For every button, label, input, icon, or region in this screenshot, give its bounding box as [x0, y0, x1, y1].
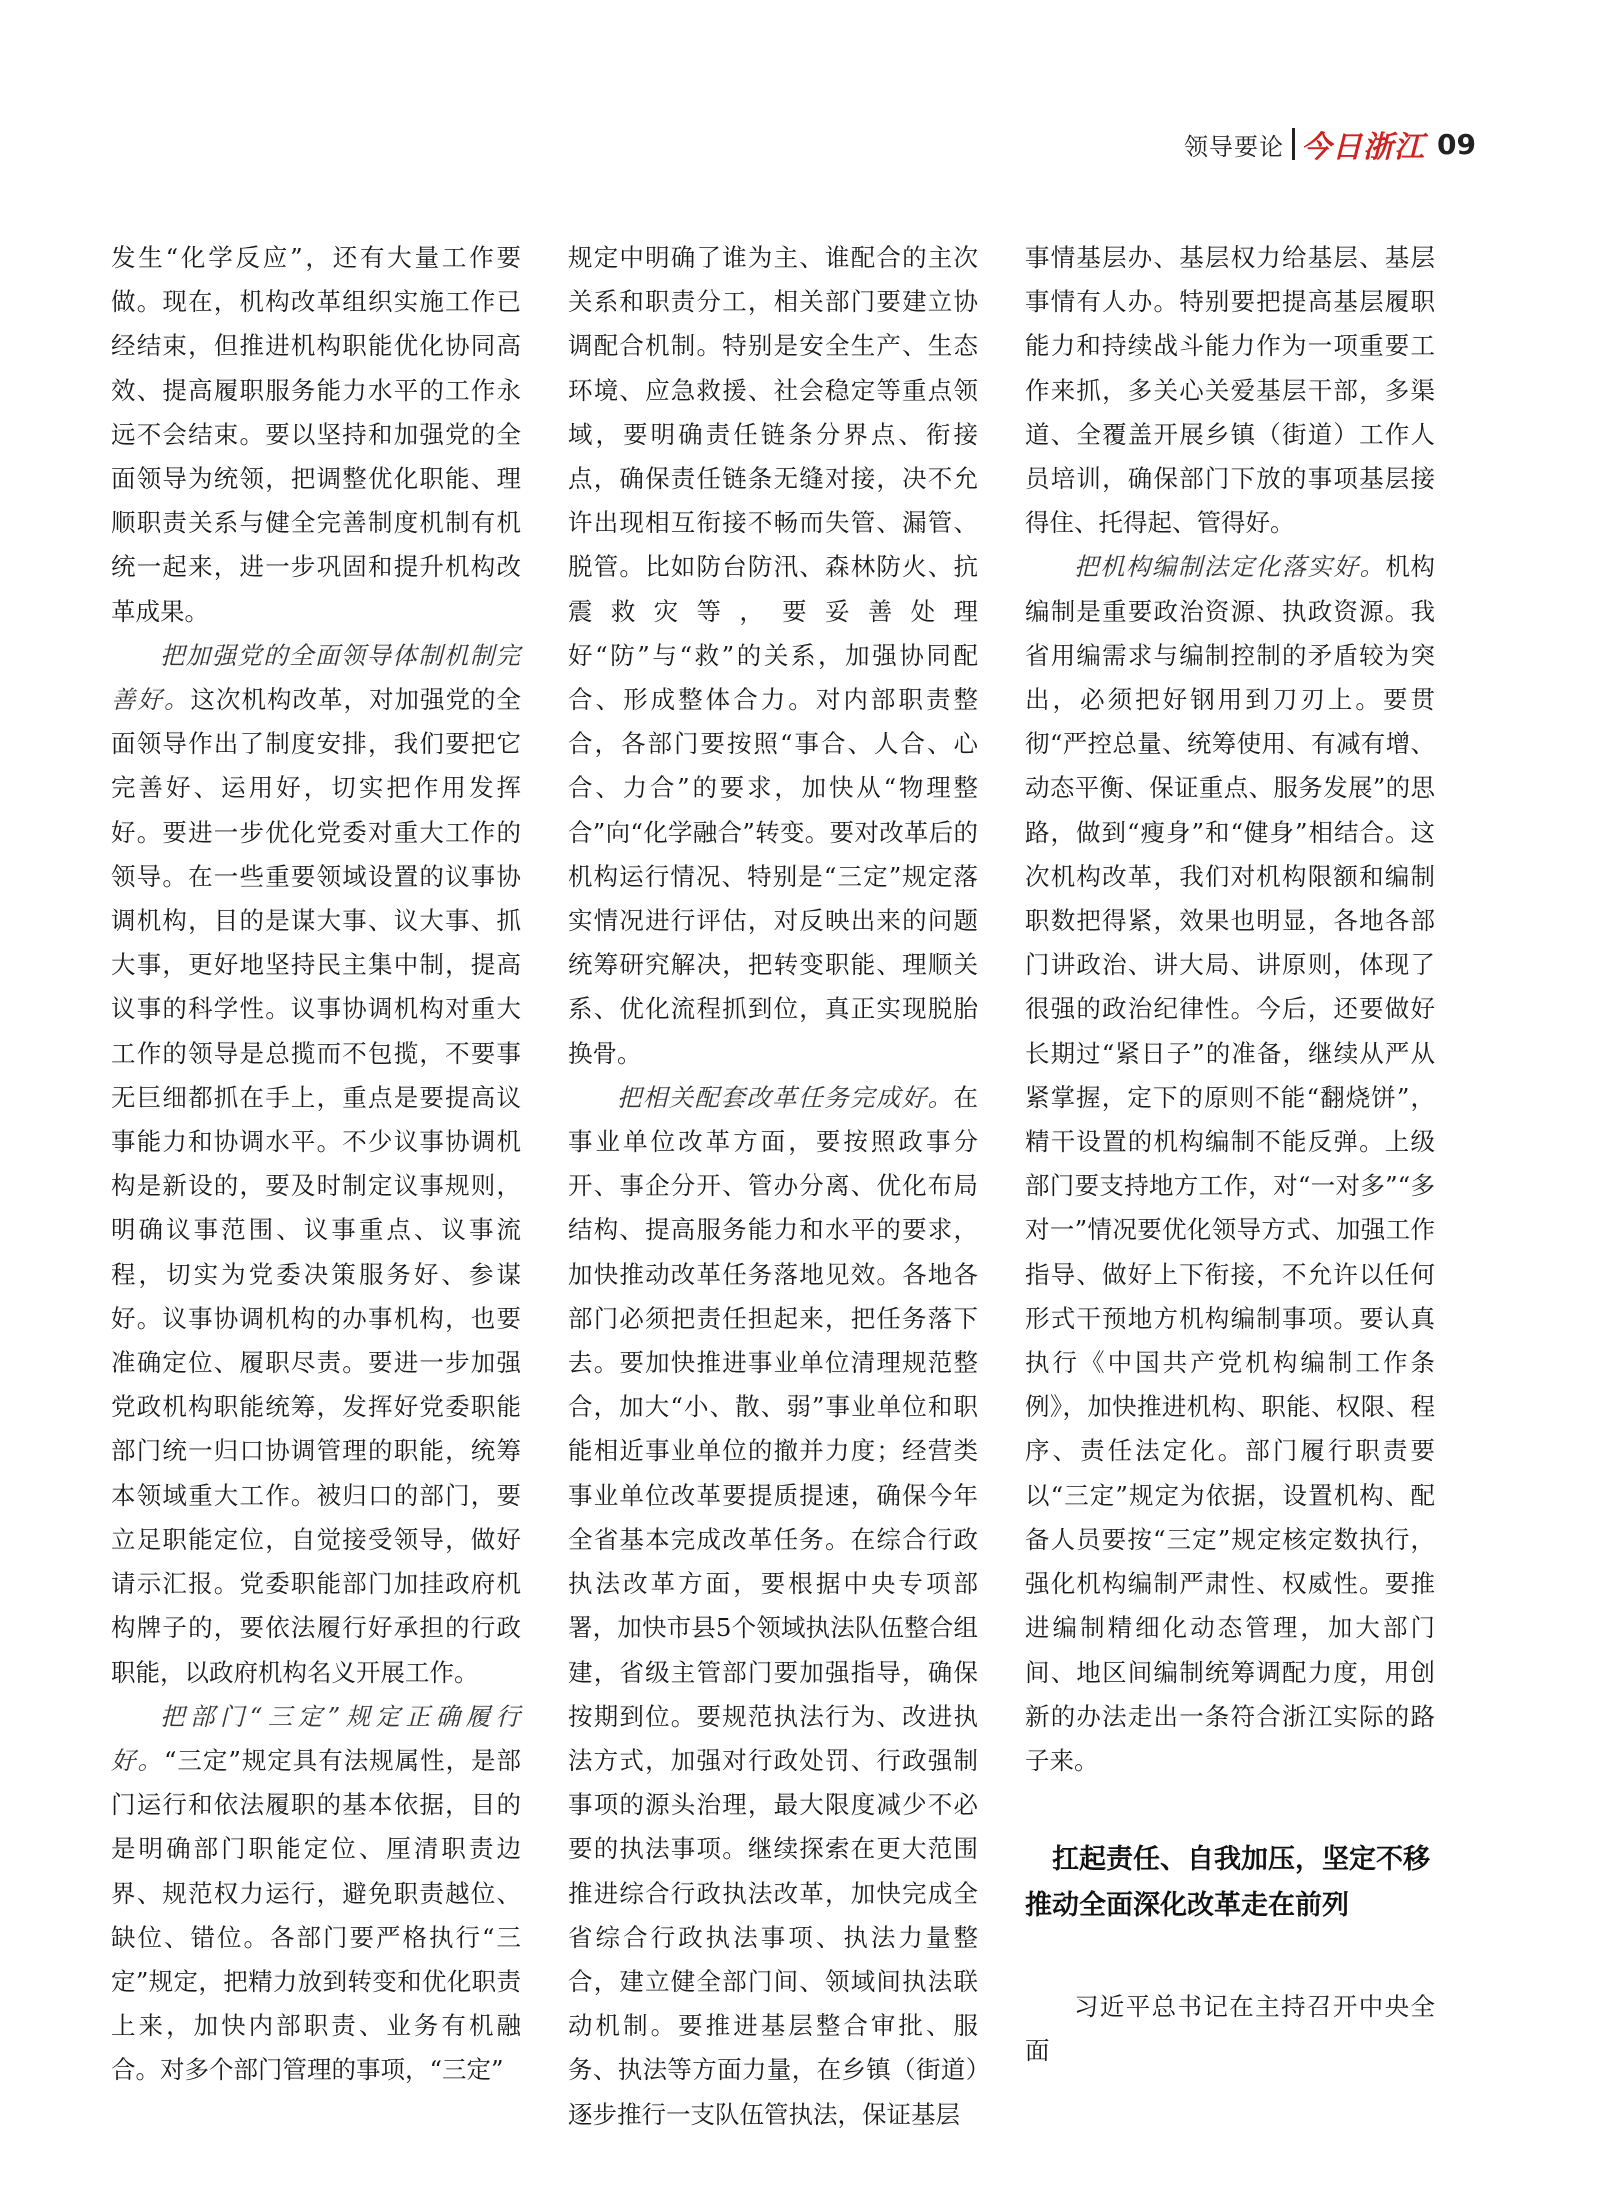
paragraph: 事情基层办、基层权力给基层、基层事情有人办。特别要把提高基层履职能力和持续战斗能力作为一项重要工作来抓，多关心关爱基层干部，多渠道、全覆盖开展乡镇（街道）工作人员培训，确保部门下放的事项基层接得住、托得起、管得好。 — [1025, 243, 1435, 538]
text-column-3 — [1025, 236, 1436, 2066]
paragraph — [1025, 545, 1435, 1783]
article-body — [111, 236, 1436, 2129]
text-column-1 — [111, 236, 521, 2085]
paragraph-body: “三定”规定具有法规属性，是部门运行和依法履职的基本依据，目的是明确部门职能定位、厘清职责边界、规范权力运行，避免职责越位、缺位、错位。各部门要严格执行“三定”规定，把精力放到转变和优化职责上来，加快内部职责、业务有机融合。对多个部门管理的事项，“三定” — [111, 1745, 521, 2085]
paragraph: 规定中明确了谁为主、谁配合的主次关系和职责分工，相关部门要建立协调配合机制。特别是安全生产、生态环境、应急救援、社会稳定等重点领域，要明确责任链条分界点、衔接点，确保责任链条无缝对接，决不允许出现相互衔接不畅而失管、漏管、脱管。比如防台防汛、森林防火、抗震救灾等，要妥善处理好“防”与“救”的关系，加强协同配合、形成整体合力。对内部职责整合，各部门要按照“事合、人合、心合、力合”的要求，加快从“物理整合”向“化学融合”转变。要对改革后的机构运行情况、特别是“三定”规定落实情况进行评估，对反映出来的问题统筹研究解决，把转变职能、理顺关系、优化流程抓到位，真正实现脱胎换骨。 — [568, 243, 978, 1068]
paragraph — [111, 1695, 521, 2093]
header-divider — [1292, 128, 1295, 160]
paragraph-body: 机构编制是重要政治资源、执政资源。我省用编需求与编制控制的矛盾较为突出，必须把好钢用到刀刃上。要贯彻“严控总量、统筹使用、有减有增、动态平衡、保证重点、服务发展”的思路，做到“瘦身”和“健身”相结合。这次机构改革，我们对机构限额和编制职数把得紧，效果也明显，各地各部门讲政治、讲大局、讲原则，体现了很强的政治纪律性。今后，还要做好长期过“紧日子”的准备，继续从严从紧掌握，定下的原则不能“翻烧饼”，精干设置的机构编制不能反弹。上级部门要支持地方工作，对“一对多”“多对一”情况要优化领导方式、加强工作指导、做好上下衔接，不允许以任何形式干预地方机构编制事项。要认真执行《中国共产党机构编制工作条例》，加快推进机构、职能、权限、程序、责任法定化。部门履行职责要以“三定”规定为依据，设置机构、配备人员要按“三定”规定核定数执行，强化机构编制严肃性、权威性。要推进编制精细化动态管理，加大部门间、地区间编制统筹调配力度，用创新的办法走出一条符合浙江实际的路子来。 — [1025, 552, 1436, 1775]
paragraph-lead: 把部门“三定”规定正确履行好。 — [111, 1701, 521, 1775]
paragraph: 发生“化学反应”，还有大量工作要做。现在，机构改革组织实施工作已经结束，但推进机构职能优化协同高效、提高履职服务能力水平的工作永远不会结束。要以坚持和加强党的全面领导为统领，把调整优化职能、理顺职责关系与健全完善制度机制有机统一起来，进一步巩固和提升机构改革成果。 — [111, 243, 521, 626]
paragraph — [568, 1076, 978, 2137]
paragraph-body: 在事业单位改革方面，要按照政事分开、事企分开、管办分离、优化布局结构、提高服务能力和水平的要求，加快推动改革任务落地见效。各地各部门必须把责任担起来，把任务落下去。要加快推进事业单位清理规范整合，加大“小、散、弱”事业单位和职能相近事业单位的撤并力度；经营类事业单位改革要提质提速，确保今年全省基本完成改革任务。在综合行政执法改革方面，要根据中央专项部署，加快市县5个领域执法队伍整合组建，省级主管部门要加强指导，确保按期到位。要规范执法行为、改进执法方式，加强对行政处罚、行政强制事项的源头治理，最大限度减少不必要的执法事项。继续探索在更大范围推进综合行政执法改革，加快完成全省综合行政执法事项、执法力量整合，建立健全部门间、领域间执法联动机制。要推进基层整合审批、服务、执法等方面力量，在乡镇（街道）逐步推行一支队伍管执法，保证基层 — [568, 1082, 978, 2129]
page-number: 09 — [1437, 127, 1476, 161]
magazine-logo: 今日浙江 — [1301, 130, 1426, 165]
paragraph: 习近平总书记在主持召开中央全面 — [1025, 1992, 1435, 2066]
paragraph — [111, 634, 521, 1695]
text-column-2 — [568, 236, 978, 2129]
paragraph-lead: 把加强党的全面领导体制机制完善好。 — [111, 640, 521, 715]
section-label: 领导要论 — [1184, 132, 1285, 161]
section-subheading: 扛起责任、自我加压，坚定不移推动全面深化改革走在前列 — [1025, 1844, 1430, 1922]
paragraph-lead: 把机构编制法定化落实好。 — [1074, 552, 1386, 582]
paragraph-lead: 把相关配套改革任务完成好。 — [617, 1082, 954, 1112]
paragraph-body: 这次机构改革，对加强党的全面领导作出了制度安排，我们要把它完善好、运用好，切实把作用发挥好。要进一步优化党委对重大工作的领导。在一些重要领域设置的议事协调机构，目的是谋大事、议大事、抓大事，更好地坚持民主集中制，提高议事的科学性。议事协调机构对重大工作的领导是总揽而不包揽，不要事无巨细都抓在手上，重点是要提高议事能力和协调水平。不少议事协调机构是新设的，要及时制定议事规则，明确议事范围、议事重点、议事流程，切实为党委决策服务好、参谋好。议事协调机构的办事机构，也要准确定位、履职尽责。要进一步加强党政机构职能统筹，发挥好党委职能部门统一归口协调管理的职能，统筹本领域重大工作。被归口的部门，要立足职能定位，自觉接受领导，做好请示汇报。党委职能部门加挂政府机构牌子的，要依法履行好承担的行政职能，以政府机构名义开展工作。 — [111, 685, 521, 1687]
page-header — [1184, 124, 1476, 164]
